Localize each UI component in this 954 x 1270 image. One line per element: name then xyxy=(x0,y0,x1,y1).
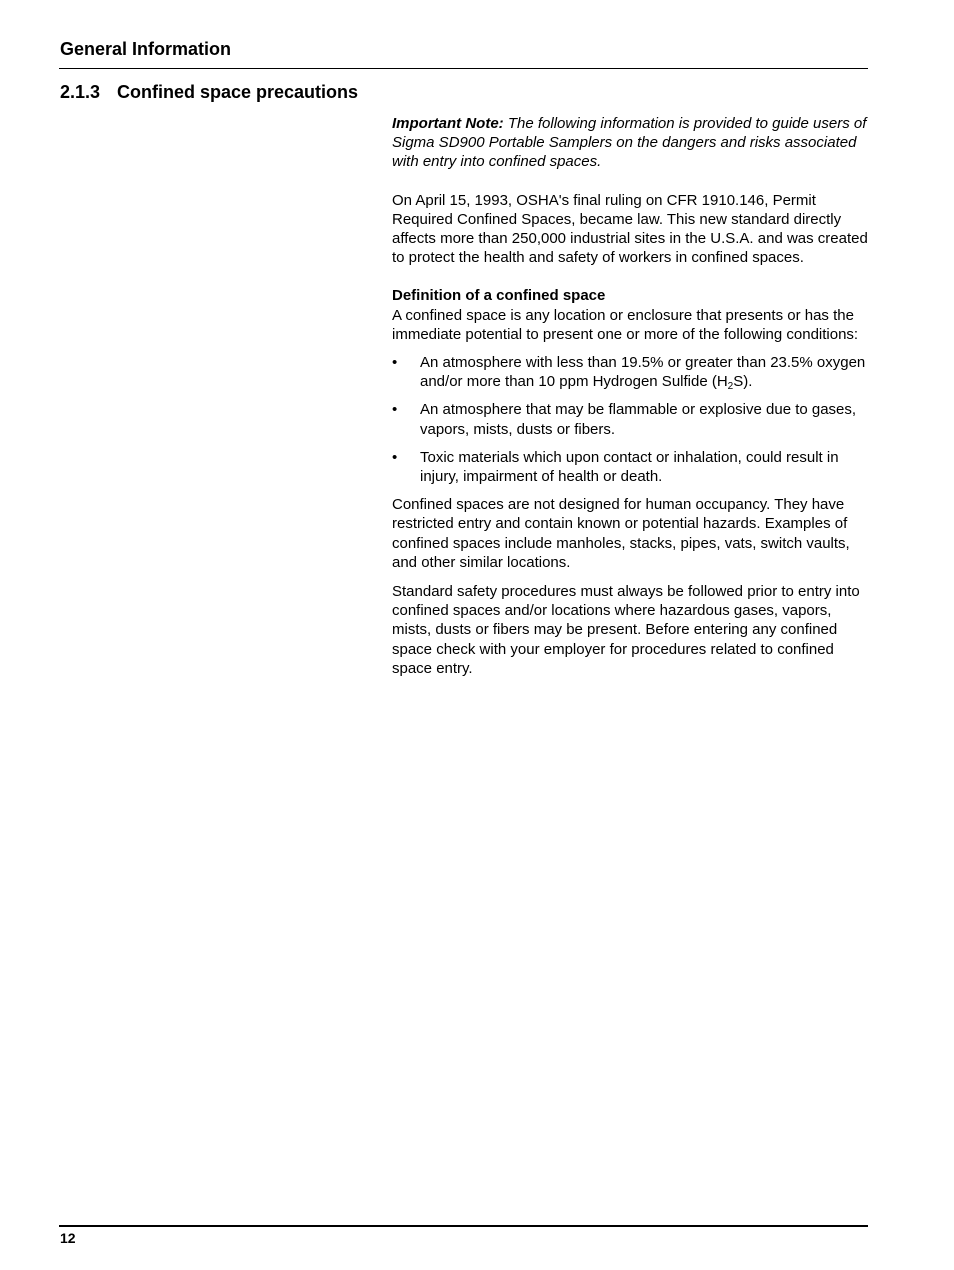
footer-rule xyxy=(59,1225,868,1227)
list-item-text: An atmosphere that may be flammable or explosive due to gases, vapors, mists, dusts or fibers. xyxy=(420,401,857,438)
list-item xyxy=(392,353,868,391)
conditions-list xyxy=(392,353,868,486)
important-note-label: Important Note: xyxy=(392,115,504,132)
section-title-text: Confined space precautions xyxy=(117,82,359,102)
bullet-icon: • xyxy=(392,448,398,466)
safety-paragraph: Standard safety procedures must always be followed prior to entry into confined spaces and/or locations where hazardous gases, vapors, mists, dusts or fibers may be present. Before entering any confined space check with your employer for procedures related to confined space entry. xyxy=(392,583,860,677)
header-rule xyxy=(59,68,868,69)
section-title xyxy=(60,81,358,103)
list-item xyxy=(392,448,868,486)
bullet-icon: • xyxy=(392,401,398,419)
list-item-text: Toxic materials which upon contact or inhalation, could result in injury, impairment of health or death. xyxy=(420,448,839,486)
occupancy-paragraph: Confined spaces are not designed for human occupancy. They have restricted entry and contain known or potential hazards. Examples of confined spaces include manholes, stacks, pipes, vats, switch vaults, and other similar locations. xyxy=(392,496,850,571)
content-column xyxy=(392,114,868,678)
list-item-text xyxy=(420,354,866,393)
section-number: 2.1.3 xyxy=(60,82,101,102)
list-item-text-part: An atmosphere with less than 19.5% or greater than 23.5% oxygen and/or more than 10 ppm Hydrogen Sulfide (H xyxy=(420,354,866,391)
running-header: General Information xyxy=(60,39,232,59)
bullet-icon: • xyxy=(392,354,398,372)
important-note-text: The following information is provided to guide users of Sigma SD900 Portable Samplers on the dangers and risks associated with entry into confined spaces. xyxy=(392,115,867,171)
page-number: 12 xyxy=(60,1230,76,1246)
definition-intro: A confined space is any location or enclosure that presents or has the immediate potential to present one or more of the following conditions: xyxy=(392,306,859,343)
list-item xyxy=(392,400,868,438)
subscript: 2 xyxy=(727,381,734,393)
list-item-text-part: S). xyxy=(733,373,753,391)
important-note xyxy=(392,114,868,172)
definition-heading: Definition of a confined space xyxy=(392,287,606,305)
osha-paragraph: On April 15, 1993, OSHA's final ruling on CFR 1910.146, Permit Required Confined Spaces, became law. This new standard directly affects more than 250,000 industrial sites in the U.S.A. and was created to protect the health and safety of workers in confined spaces. xyxy=(392,191,868,267)
